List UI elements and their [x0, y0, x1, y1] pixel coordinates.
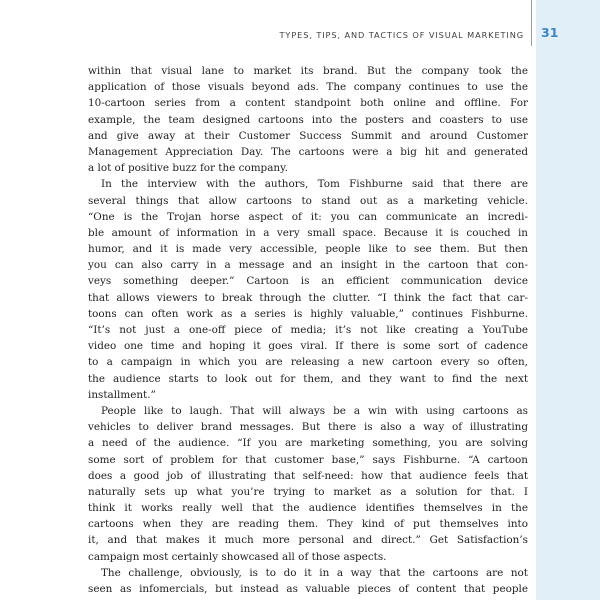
text-line: it, and that makes it much more personal and direct.” Get Satisfaction’s [88, 534, 528, 547]
text-line: video one time and hoping it goes viral. If there is some sort of cadence [88, 340, 528, 353]
text-line: In the interview with the authors, Tom Fishburne said that there are [101, 178, 528, 191]
text-line: cartoons when they are reading them. They kind of put themselves into [88, 518, 528, 531]
text-line: 10-cartoon series from a content standpoint both online and offline. For [88, 97, 528, 110]
text-line: seen as infomercials, but instead as valuable pieces of content that people [88, 583, 528, 595]
text-line: some sort of problem for that customer base,” says Fishburne. “A cartoon [88, 453, 528, 466]
paragraph [88, 176, 528, 403]
running-head: TYPES, TIPS, AND TACTICS OF VISUAL MARKETING [279, 30, 524, 40]
text-line: “It’s not just a one-off piece of media; it’s not like creating a YouTube [88, 324, 528, 336]
text-line: a need of the audience. “If you are marketing something, you are solving [88, 437, 528, 450]
text-line: naturally sets up what you’re trying to market as a solution for that. I [88, 485, 528, 498]
text-line: ble amount of information in a very small space. Because it is couched in [88, 226, 528, 239]
text-line: within that visual lane to market its brand. But the company took the [88, 65, 528, 77]
text-line: veys something deeper.” Cartoon is an efficient communication device [88, 275, 528, 288]
text-line: “One is the Trojan horse aspect of it: you can communicate an incredi- [88, 210, 528, 223]
text-line: The challenge, obviously, is to do it in a way that the cartoons are not [101, 566, 528, 579]
header-divider-rule [531, 0, 532, 46]
text-line: installment.” [88, 388, 156, 401]
page-number: 31 [541, 25, 559, 40]
body-text [88, 63, 528, 597]
text-line: and give away at their Customer Success Summit and around Customer [88, 129, 528, 142]
paragraph [88, 565, 528, 597]
text-line: humor, and it is made very accessible, people like to see them. But then [88, 243, 528, 256]
paragraph [88, 403, 528, 565]
text-line: a lot of positive buzz for the company. [88, 162, 288, 175]
text-line: to a campaign in which you are releasing a new cartoon every so often, [88, 356, 528, 369]
paragraph [88, 63, 528, 176]
text-line: toons can often work as a series is highly valuable,” continues Fishburne. [88, 307, 528, 320]
text-line: does a good job of illustrating that self-need: how that audience feels that [88, 469, 528, 482]
side-margin-strip [536, 0, 600, 600]
text-line: People like to laugh. That will always be a win with using cartoons as [101, 404, 528, 417]
text-line: campaign most certainly showcased all of those aspects. [88, 550, 387, 563]
text-line: think it works really well that the audience identifies themselves in the [88, 502, 528, 515]
text-line: vehicles to deliver brand messages. But there is also a way of illustrating [88, 421, 528, 434]
text-line: example, the team designed cartoons into the posters and coasters to use [88, 113, 528, 126]
text-line: the audience starts to look out for them, and they want to find the next [88, 372, 528, 385]
text-line: you can also carry in a message and an insight in the cartoon that con- [88, 259, 528, 272]
text-line: that allows viewers to break through the clutter. “I think the fact that car- [88, 291, 528, 304]
text-line: application of those visuals beyond ads. The company continues to use the [88, 81, 528, 94]
text-line: several things that allow cartoons to stand out as a marketing vehicle. [88, 194, 528, 207]
text-line: Management Appreciation Day. The cartoons were a big hit and generated [88, 145, 528, 158]
